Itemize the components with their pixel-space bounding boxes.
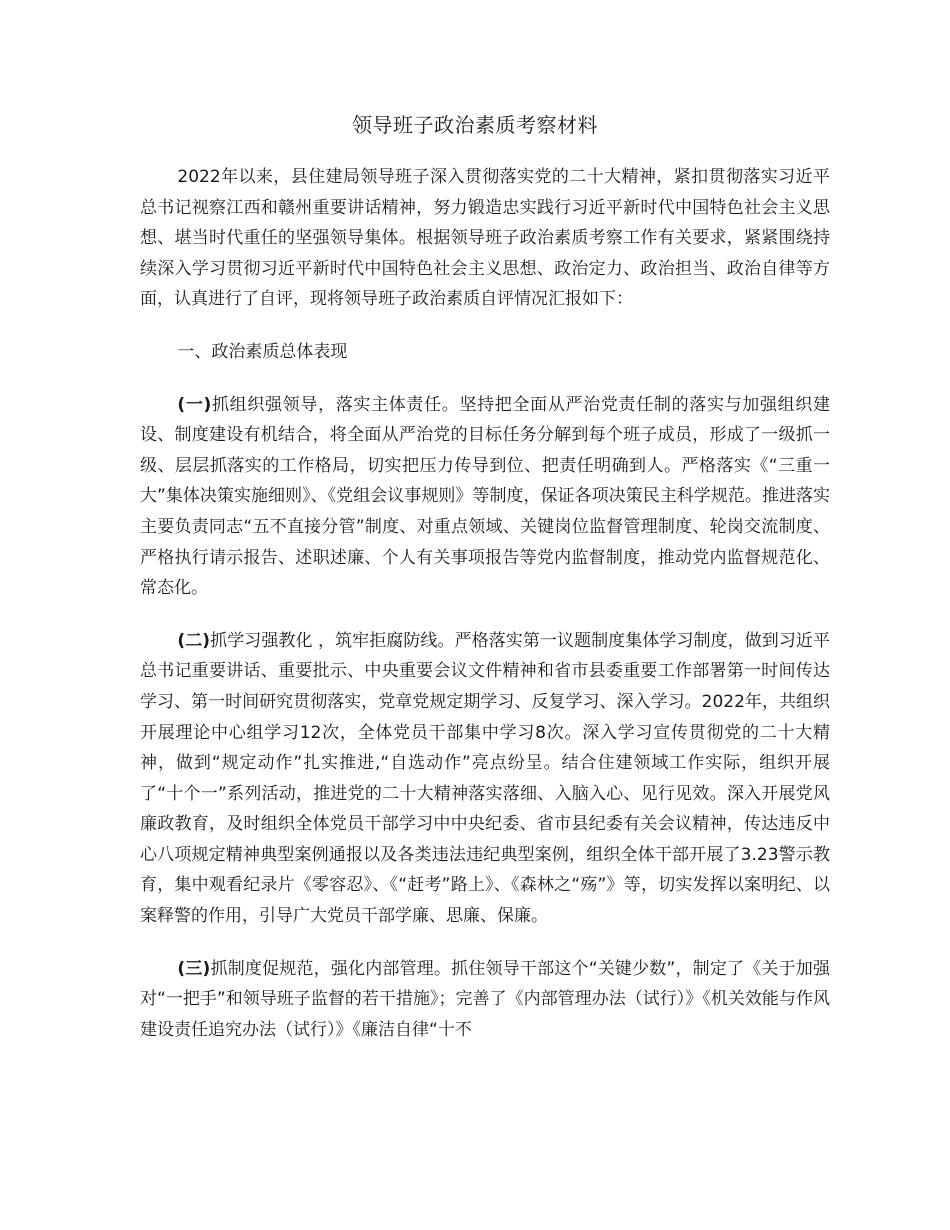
item-paragraph-1	[140, 390, 830, 604]
document-body	[140, 162, 830, 1067]
intro-paragraph: 2022年以来，县住建局领导班子深入贯彻落实党的二十大精神，紧扣贯彻落实习近平总书记视察江西和赣州重要讲话精神，努力锻造忠实践行习近平新时代中国特色社会主义思想、堪当时代重任的坚强领导集体。根据领导班子政治素质考察工作有关要求，紧紧围绕持续深入学习贯彻习近平新时代中国特色社会主义思想、政治定力、政治担当、政治自律等方面，认真进行了自评，现将领导班子政治素质自评情况汇报如下：	[140, 167, 830, 310]
item-text: 抓制度促规范，强化内部管理。抓住领导干部这个“关键少数”，制定了《关于加强对“一把手”和领导班子监督的若干措施》；完善了《内部管理办法（试行）》《机关效能与作风建设责任追究办法（试行）》《廉洁自律“十不	[140, 958, 830, 1040]
item-text: 抓学习强教化 ，筑牢拒腐防线。严格落实第一议题制度集体学习制度，做到习近平总书记重要讲话、重要批示、中央重要会议文件精神和省市县委重要工作部署第一时间传达学习、第一时间研究贯彻落实，党章党规定期学习、反复学习、深入学习。2022年，共组织开展理论中心组学习12次，全体党员干部集中学习8次。深入学习宣传贯彻党的二十大精神，做到“规定动作”扎实推进,“自选动作”亮点纷呈。结合住建领域工作实际，组织开展了“十个一”系列活动，推进党的二十大精神落实落细、入脑入心、见行见效。深入开展党风廉政教育，及时组织全体党员干部学习中中央纪委、省市县纪委有关会议精神，传达违反中心八项规定精神典型案例通报以及各类违法违纪典型案例，组织全体干部开展了3.23警示教育，集中观看纪录片《零容忍》、《“赶考”路上》、《森林之“殇”》等，切实发挥以案明纪、以案释警的作用，引导广大党员干部学廉、思廉、保廉。	[140, 630, 831, 927]
item-number: (二)	[177, 630, 211, 651]
section-heading: 一、政治素质总体表现	[177, 341, 348, 362]
item-number: (一)	[177, 394, 212, 415]
item-paragraph-3	[140, 954, 830, 1046]
item-text: 抓组织强领导，落实主体责任。坚持把全面从严治党责任制的落实与加强组织建设、制度建设有机结合，将全面从严治党的目标任务分解到每个班子成员，形成了一级抓一级、层层抓落实的工作格局，切实把压力传导到位、把责任明确到人。严格落实《“三重一大”集体决策实施细则》、《党组会议事规则》等制度，保证各项决策民主科学规范。推进落实主要负责同志“五不直接分管”制度、对重点领域、关键岗位监督管理制度、轮岗交流制度、严格执行请示报告、述职述廉、个人有关事项报告等党内监督制度，推动党内监督规范化、常态化。	[140, 394, 831, 599]
item-number: (三)	[177, 958, 211, 979]
document-title: 领导班子政治素质考察材料	[352, 113, 598, 137]
item-paragraph-2	[140, 626, 830, 932]
